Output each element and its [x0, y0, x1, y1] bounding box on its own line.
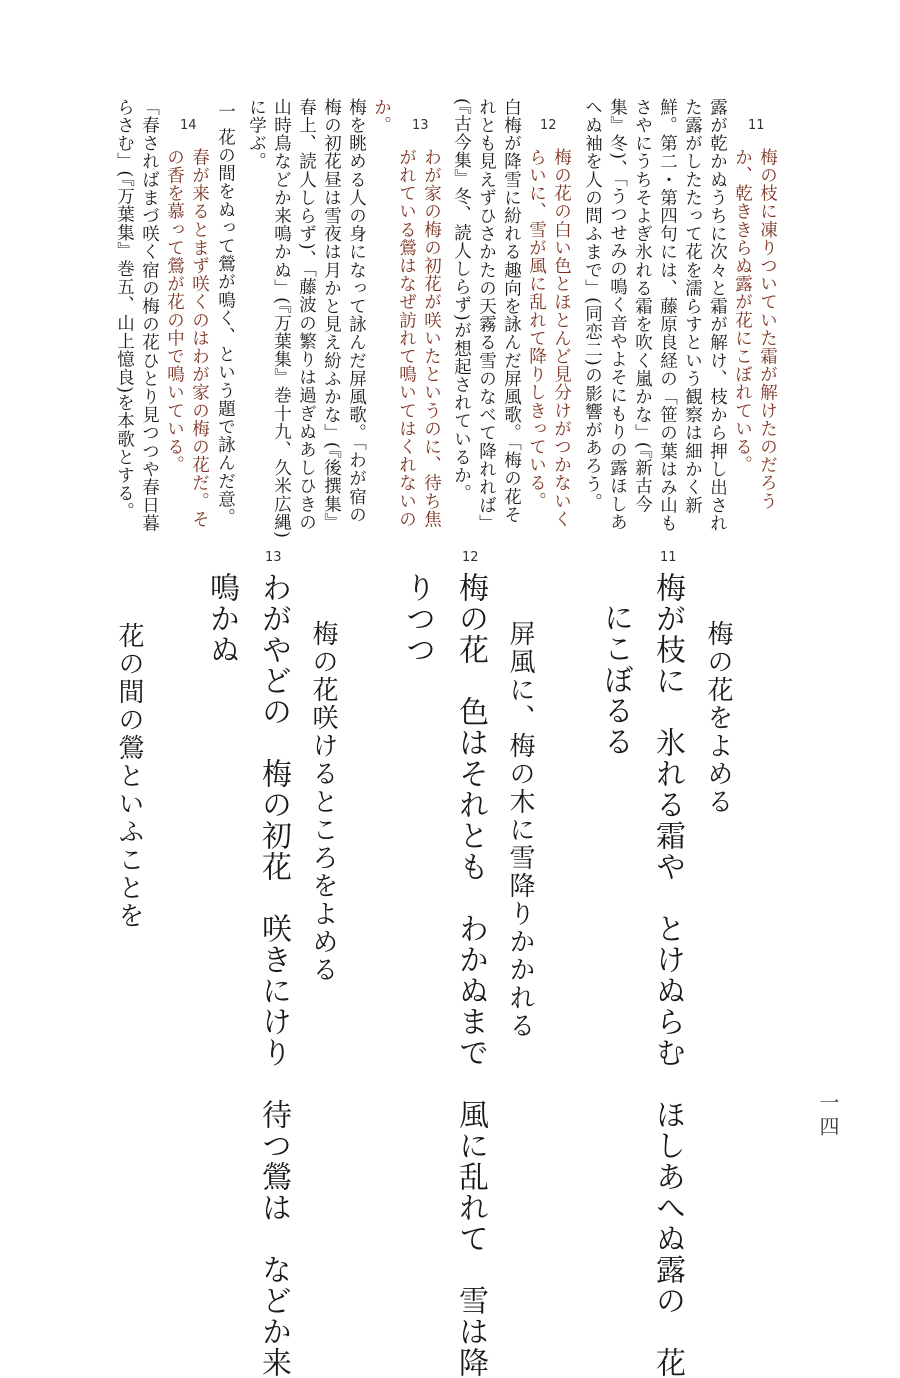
poem-13-title: 梅の花咲けるところをよめる — [308, 620, 338, 984]
commentary-13-note-line-2: 梅の初花昼は雪夜は月かと見え紛ふかな」(『後撰集』 — [321, 98, 342, 532]
page-number: 一四 — [816, 1092, 840, 1140]
poem-12-line-1: 梅の花 色はそれとも わかぬまで 風に乱れて 雪は降 — [453, 572, 488, 1378]
commentary-11-note-line-5: 集』冬)、「うつせみの鳴く音やよそにもりの露ほしあ — [607, 98, 628, 532]
commentary-number-11: 11 — [748, 118, 765, 133]
poem-14-title: 花の間の鶯といふことを — [114, 622, 144, 930]
poem-13-line-1: わがやどの 梅の初花 咲きにけり 待つ鶯は などか来 — [256, 572, 291, 1378]
poem-11-line-2: にこぼるる — [598, 602, 633, 757]
commentary-14-topic: 花の間をぬって鶯が鳴く、という題で詠んだ意。 — [215, 128, 236, 527]
poem-11-title: 梅の花をよめる — [703, 620, 733, 816]
commentary-14-note-line-1: 「春さればまづ咲く宿の梅の花ひとり見つつや春日暮 — [139, 98, 160, 533]
commentary-number-12: 12 — [540, 118, 557, 133]
commentary-11-note-line-2: た露がしたたって花を濡らすという観察は細かく新 — [682, 98, 703, 515]
commentary-13-summary-line-3: か。 — [371, 98, 392, 135]
commentary-13-note-line-5: に学ぶ。 — [246, 98, 267, 171]
commentary-13-note-line-3: 春上、読人しらず)、「藤波の繁りは過ぎぬあしひきの — [296, 98, 317, 532]
commentary-11-note-line-1: 露が乾かぬうちに次々と霜が解け、枝から押し出され — [707, 98, 728, 533]
poem-12-line-2: りつつ — [400, 572, 435, 665]
commentary-11-note-line-6: へぬ袖を人の問ふまで」(同恋二)の影響があろう。 — [582, 98, 603, 512]
poem-number-12: 12 — [462, 550, 479, 565]
commentary-11-summary-line-1: 梅の枝に凍りついていた霜が解けたのだろう — [757, 148, 778, 510]
commentary-number-13: 13 — [412, 118, 429, 133]
commentary-13-summary-line-1: わが家の梅の初花が咲いたというのに、待ち焦 — [421, 148, 442, 529]
commentary-11-summary-line-2: か、乾ききらぬ露が花にこぼれている。 — [732, 148, 753, 474]
poem-number-13: 13 — [265, 550, 282, 565]
commentary-13-note-line-1: 梅を眺める人の身になって詠んだ屏風歌。「わが宿の — [346, 98, 367, 524]
poem-11-line-1: 梅が枝に 氷れる霜や とけぬらむ ほしあへぬ露の 花 — [650, 572, 685, 1378]
commentary-12-note-line-1: 白梅が降雪に紛れる趣向を詠んだ屏風歌。「梅の花そ — [501, 98, 522, 524]
commentary-13-summary-line-2: がれている鶯はなぜ訪れて鳴いてはくれないの — [396, 148, 417, 529]
poem-number-11: 11 — [660, 550, 677, 565]
commentary-11-note-line-3: 鮮。第二・第四句には、藤原良経の「笹の葉はみ山も — [657, 98, 678, 533]
commentary-12-note-line-2: れとも見えずひさかたの天霧る雪のなべて降れれば」 — [476, 98, 497, 533]
commentary-11-note-line-4: さやにうちそよぎ氷れる霜を吹く嵐かな」(『新古今 — [632, 98, 653, 513]
commentary-number-14: 14 — [180, 118, 197, 133]
commentary-12-note-line-3: (『古今集』冬、読人しらず)が想起されているか。 — [451, 98, 472, 503]
commentary-12-summary-line-2: らいに、雪が風に乱れて降りしきっている。 — [526, 148, 547, 510]
commentary-14-summary-line-1: 春が来るとまず咲くのはわが家の梅の花だ。そ — [189, 148, 210, 529]
poem-13-line-2: 鳴かぬ — [204, 572, 239, 665]
commentary-14-note-line-2: らさむ」(『万葉集』巻五、山上憶良)を本歌とする。 — [114, 98, 135, 521]
poem-12-title: 屏風に、梅の木に雪降りかかれる — [505, 620, 535, 1040]
commentary-14-prefix-mark: 一 — [215, 102, 236, 121]
commentary-12-summary-line-1: 梅の花の白い色とほとんど見分けがつかないく — [551, 148, 572, 529]
commentary-14-summary-line-2: の香を慕って鶯が花の中で鳴いている。 — [164, 148, 185, 474]
commentary-13-note-line-4: 山時鳥などか来鳴かぬ」(『万葉集』巻十九、久米広縄) — [271, 98, 292, 539]
